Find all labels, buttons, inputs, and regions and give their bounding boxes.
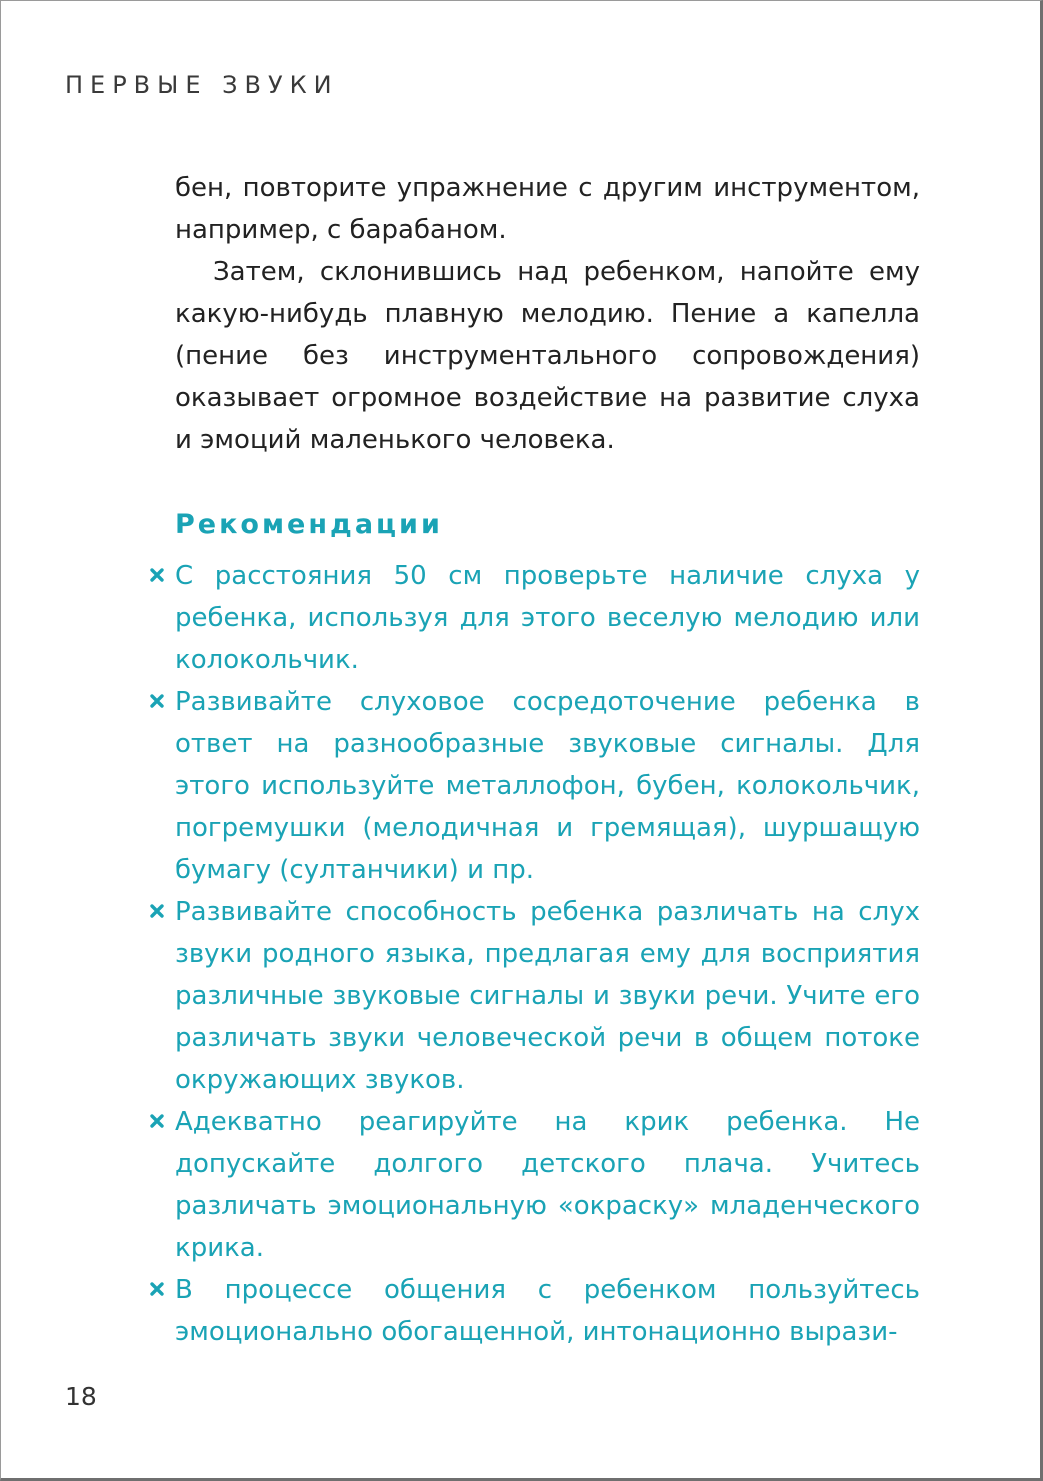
page-content	[175, 167, 920, 1353]
cross-bullet-icon	[149, 903, 165, 919]
recommendation-item	[131, 1101, 920, 1269]
cross-bullet-icon	[149, 693, 165, 709]
recommendation-item	[131, 555, 920, 681]
recommendation-item	[131, 891, 920, 1101]
recommendation-text: Развивайте слуховое сосредоточение ребенка в ответ на разнообразные звуковые сигналы. Для этого используйте металлофон, бубен, колокольчик, погремушки (мелодичная и гремящая), шуршащую бумагу (султанчики) и пр.	[175, 687, 920, 885]
page-number: 18	[65, 1382, 97, 1411]
recommendation-text: С расстояния 50 см проверьте наличие слуха у ребенка, используя для этого веселую мелодию или колокольчик.	[175, 561, 920, 675]
body-paragraph: Затем, склонившись над ребенком, напойте ему какую-нибудь плавную мелодию. Пение а капелла (пение без инструментального сопровождения) оказывает огромное воздействие на развитие слуха и эмоций маленького человека.	[175, 257, 920, 455]
running-header-title: ПЕРВЫЕ ЗВУКИ	[65, 71, 339, 99]
cross-bullet-icon	[149, 1281, 165, 1297]
recommendation-text: Развивайте способность ребенка различать на слух звуки родного языка, предлагая ему для восприятия различные звуковые сигналы и звуки речи. Учите его различать звуки человеческой речи в общем потоке окружающих звуков.	[175, 897, 920, 1095]
cross-bullet-icon	[149, 567, 165, 583]
body-paragraph: бен, повторите упражнение с другим инструментом, например, с барабаном.	[175, 173, 920, 245]
recommendation-text: В процессе общения с ребенком пользуйтесь эмоционально обогащенной, интонационно вырази-	[175, 1275, 920, 1347]
recommendation-item	[131, 1269, 920, 1353]
cross-bullet-icon	[149, 1113, 165, 1129]
recommendations-heading: Рекомендации	[175, 509, 443, 540]
recommendation-item	[131, 681, 920, 891]
recommendation-text: Адекватно реагируйте на крик ребенка. Не допускайте долгого детского плача. Учитесь различать эмоциональную «окраску» младенческого крика.	[175, 1107, 920, 1263]
recommendations-list	[175, 555, 920, 1353]
